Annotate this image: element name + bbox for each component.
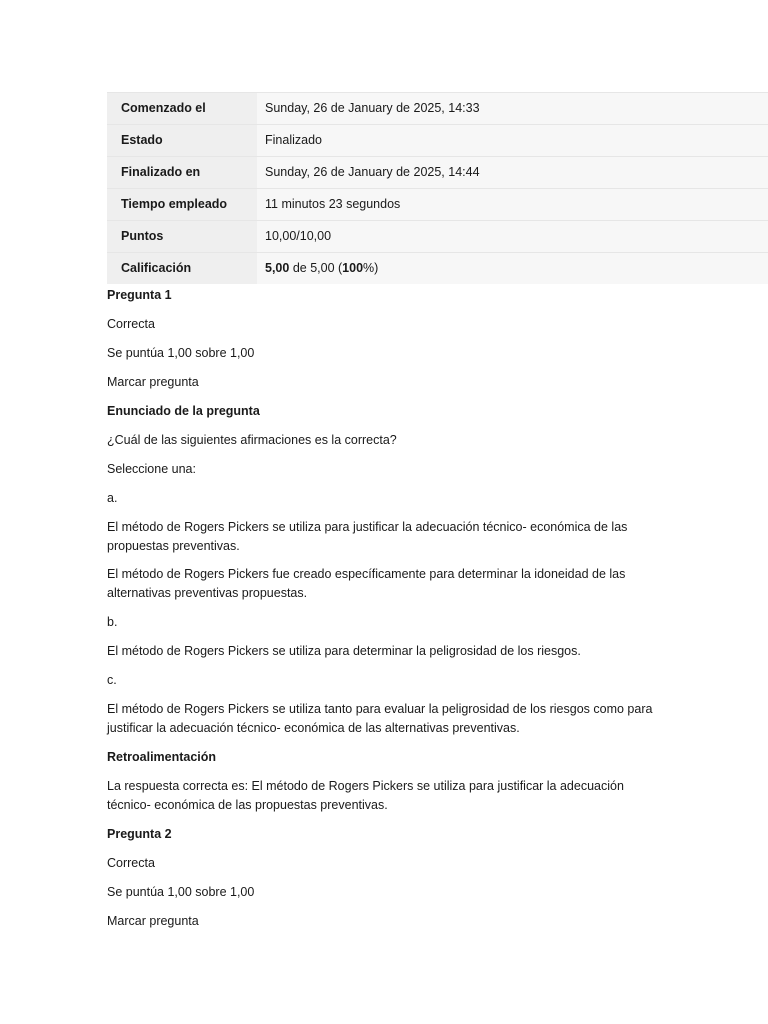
summary-row-grade	[107, 253, 768, 285]
option-a-text[interactable]: El método de Rogers Pickers se utiliza para justificar la adecuación técnico- económica de las propuestas preventivas.	[107, 520, 628, 553]
summary-value: 11 minutos 23 segundos	[257, 189, 768, 221]
question-1	[107, 286, 667, 825]
question-score: Se puntúa 1,00 sobre 1,00	[107, 885, 255, 899]
summary-row-finished	[107, 157, 768, 189]
grade-out-of: de 5,00 (	[289, 261, 343, 275]
question-status: Correcta	[107, 317, 155, 331]
summary-label: Comenzado el	[107, 93, 257, 125]
summary-value: Sunday, 26 de January de 2025, 14:33	[257, 93, 768, 125]
flag-question-link[interactable]: Marcar pregunta	[107, 375, 199, 389]
option-b-letter[interactable]: b.	[107, 615, 118, 629]
question-score: Se puntúa 1,00 sobre 1,00	[107, 346, 255, 360]
summary-label: Calificación	[107, 253, 257, 285]
summary-row-started	[107, 93, 768, 125]
summary-row-state	[107, 125, 768, 157]
question-title: Pregunta 2	[107, 827, 172, 841]
summary-value: Finalizado	[257, 125, 768, 157]
option-b-text[interactable]: El método de Rogers Pickers se utiliza para determinar la peligrosidad de los riesgos.	[107, 644, 581, 658]
statement-heading: Enunciado de la pregunta	[107, 404, 260, 418]
summary-row-points	[107, 221, 768, 253]
option-c-text[interactable]: El método de Rogers Pickers se utiliza tanto para evaluar la peligrosidad de los riesgos como para justificar la adecuación técnico- económica de las alternativas preventivas.	[107, 702, 653, 735]
quiz-review-page	[107, 92, 768, 931]
question-2	[107, 825, 667, 931]
grade-percent: 100	[342, 261, 364, 275]
question-status: Correcta	[107, 856, 155, 870]
summary-label: Finalizado en	[107, 157, 257, 189]
option-a-extra-text: El método de Rogers Pickers fue creado específicamente para determinar la idoneidad de las alternativas preventivas propuestas.	[107, 567, 626, 600]
grade-value	[257, 253, 768, 285]
attempt-summary-table	[107, 92, 768, 284]
feedback-heading: Retroalimentación	[107, 750, 217, 764]
option-a-letter[interactable]: a.	[107, 491, 118, 505]
summary-label: Puntos	[107, 221, 257, 253]
select-prompt: Seleccione una:	[107, 462, 196, 476]
summary-row-time-taken	[107, 189, 768, 221]
flag-question-link[interactable]: Marcar pregunta	[107, 914, 199, 928]
summary-label: Estado	[107, 125, 257, 157]
summary-label: Tiempo empleado	[107, 189, 257, 221]
feedback-text: La respuesta correcta es: El método de Rogers Pickers se utiliza para justificar la adecuación técnico- económica de las propuestas preventivas.	[107, 779, 624, 812]
option-c-letter[interactable]: c.	[107, 673, 117, 687]
question-title: Pregunta 1	[107, 288, 172, 302]
grade-end: %)	[363, 261, 379, 275]
summary-value: Sunday, 26 de January de 2025, 14:44	[257, 157, 768, 189]
summary-value: 10,00/10,00	[257, 221, 768, 253]
grade-score: 5,00	[265, 261, 290, 275]
question-text: ¿Cuál de las siguientes afirmaciones es la correcta?	[107, 433, 397, 447]
